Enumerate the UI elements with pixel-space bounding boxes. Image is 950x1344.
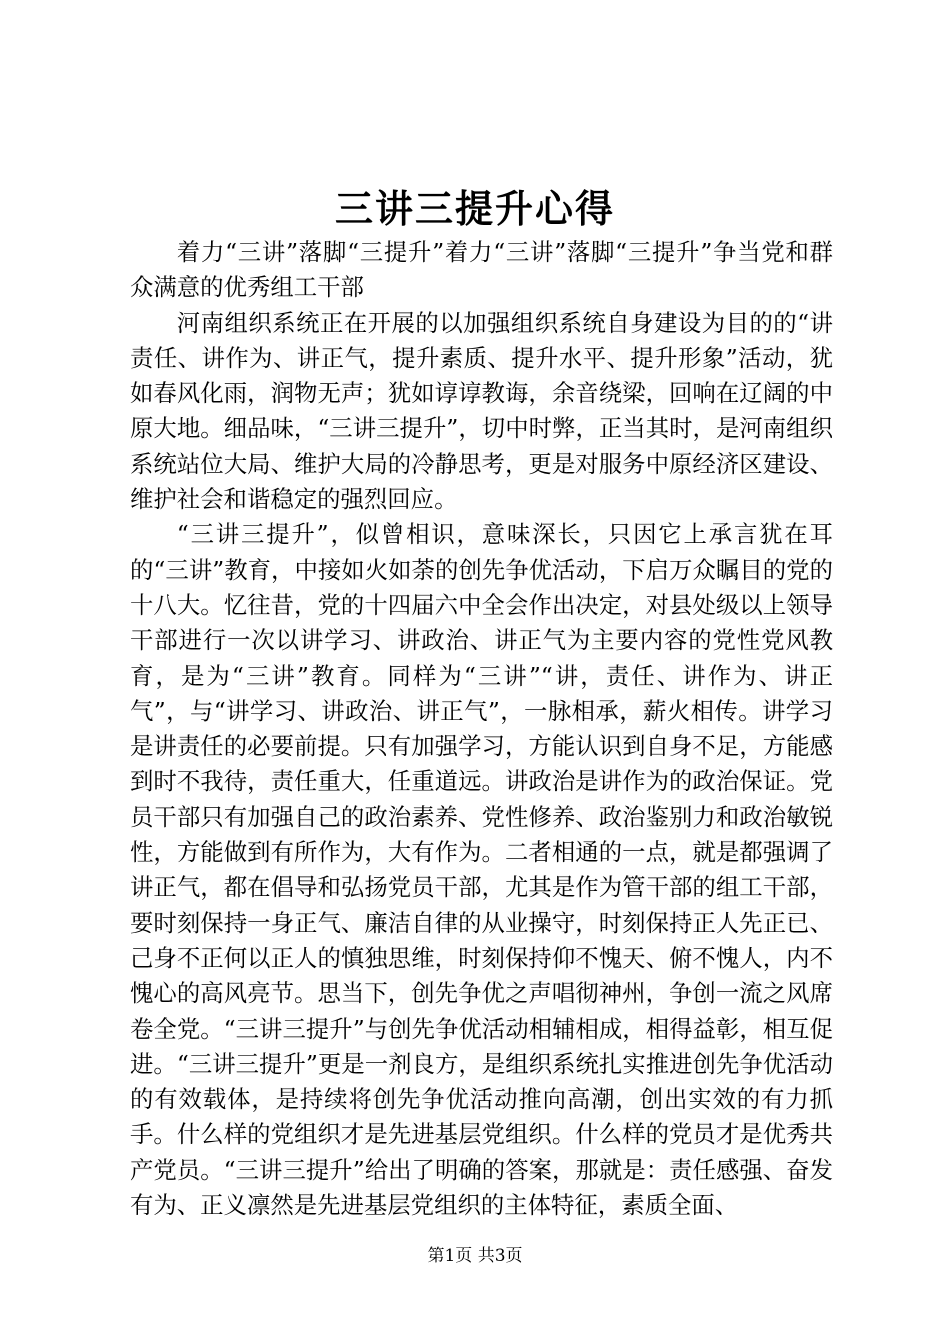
paragraph-intro: 河南组织系统正在开展的以加强组织系统自身建设为目的的“讲责任、讲作为、讲正气，提升素质、提升水平、提升形象”活动，犹如春风化雨，润物无声；犹如谆谆教诲，余音绕梁，回响在辽阔的中原大地。细品味，“三讲三提升”，切中时弊，正当其时，是河南组织系统站位大局、维护大局的冷静思考，更是对服务中原经济区建设、维护社会和谐稳定的强烈回应。 bbox=[130, 308, 833, 514]
page-number-footer: 第1页 共3页 bbox=[427, 1246, 523, 1266]
paragraph-main: “三讲三提升”，似曾相识，意味深长，只因它上承言犹在耳的“三讲”教育，中接如火如荼的创先争优活动，下启万众瞩目的党的十八大。忆往昔，党的十四届六中全会作出决定，对县处级以上领导干部进行一次以讲学习、讲政治、讲正气为主要内容的党性党风教育，是为“三讲”教育。同样为“三讲”“讲，责任、讲作为、讲正气”，与“讲学习、讲政治、讲正气”，一脉相承，薪火相传。讲学习是讲责任的必要前提。只有加强学习，方能认识到自身不足，方能感到时不我待，责任重大，任重道远。讲政治是讲作为的政治保证。党员干部只有加强自己的政治素养、党性修养、政治鉴别力和政治敏锐性，方能做到有所作为，大有作为。二者相通的一点，就是都强调了讲正气，都在倡导和弘扬党员干部，尤其是作为管干部的组工干部，要时刻保持一身正气、廉洁自律的从业操守，时刻保持正人先正已、己身不正何以正人的慎独思维，时刻保持仰不愧天、俯不愧人，内不愧心的高风亮节。思当下，创先争优之声唱彻神州，争创一流之风席卷全党。“三讲三提升”与创先争优活动相辅相成，相得益彰，相互促进。“三讲三提升”更是一剂良方，是组织系统扎实推进创先争优活动的有效载体，是持续将创先争优活动推向高潮，创出实效的有力抓手。什么样的党组织才是先进基层党组织。什么样的党员才是优秀共产党员。“三讲三提升”给出了明确的答案，那就是：责任感强、奋发有为、正义凛然是先进基层党组织的主体特征，素质全面、 bbox=[130, 520, 833, 1220]
document-title: 三讲三提升心得 bbox=[334, 186, 615, 231]
paragraph-subtitle: 着力“三讲”落脚“三提升”着力“三讲”落脚“三提升”争当党和群众满意的优秀组工干部 bbox=[130, 238, 833, 302]
document-body bbox=[130, 235, 833, 1223]
